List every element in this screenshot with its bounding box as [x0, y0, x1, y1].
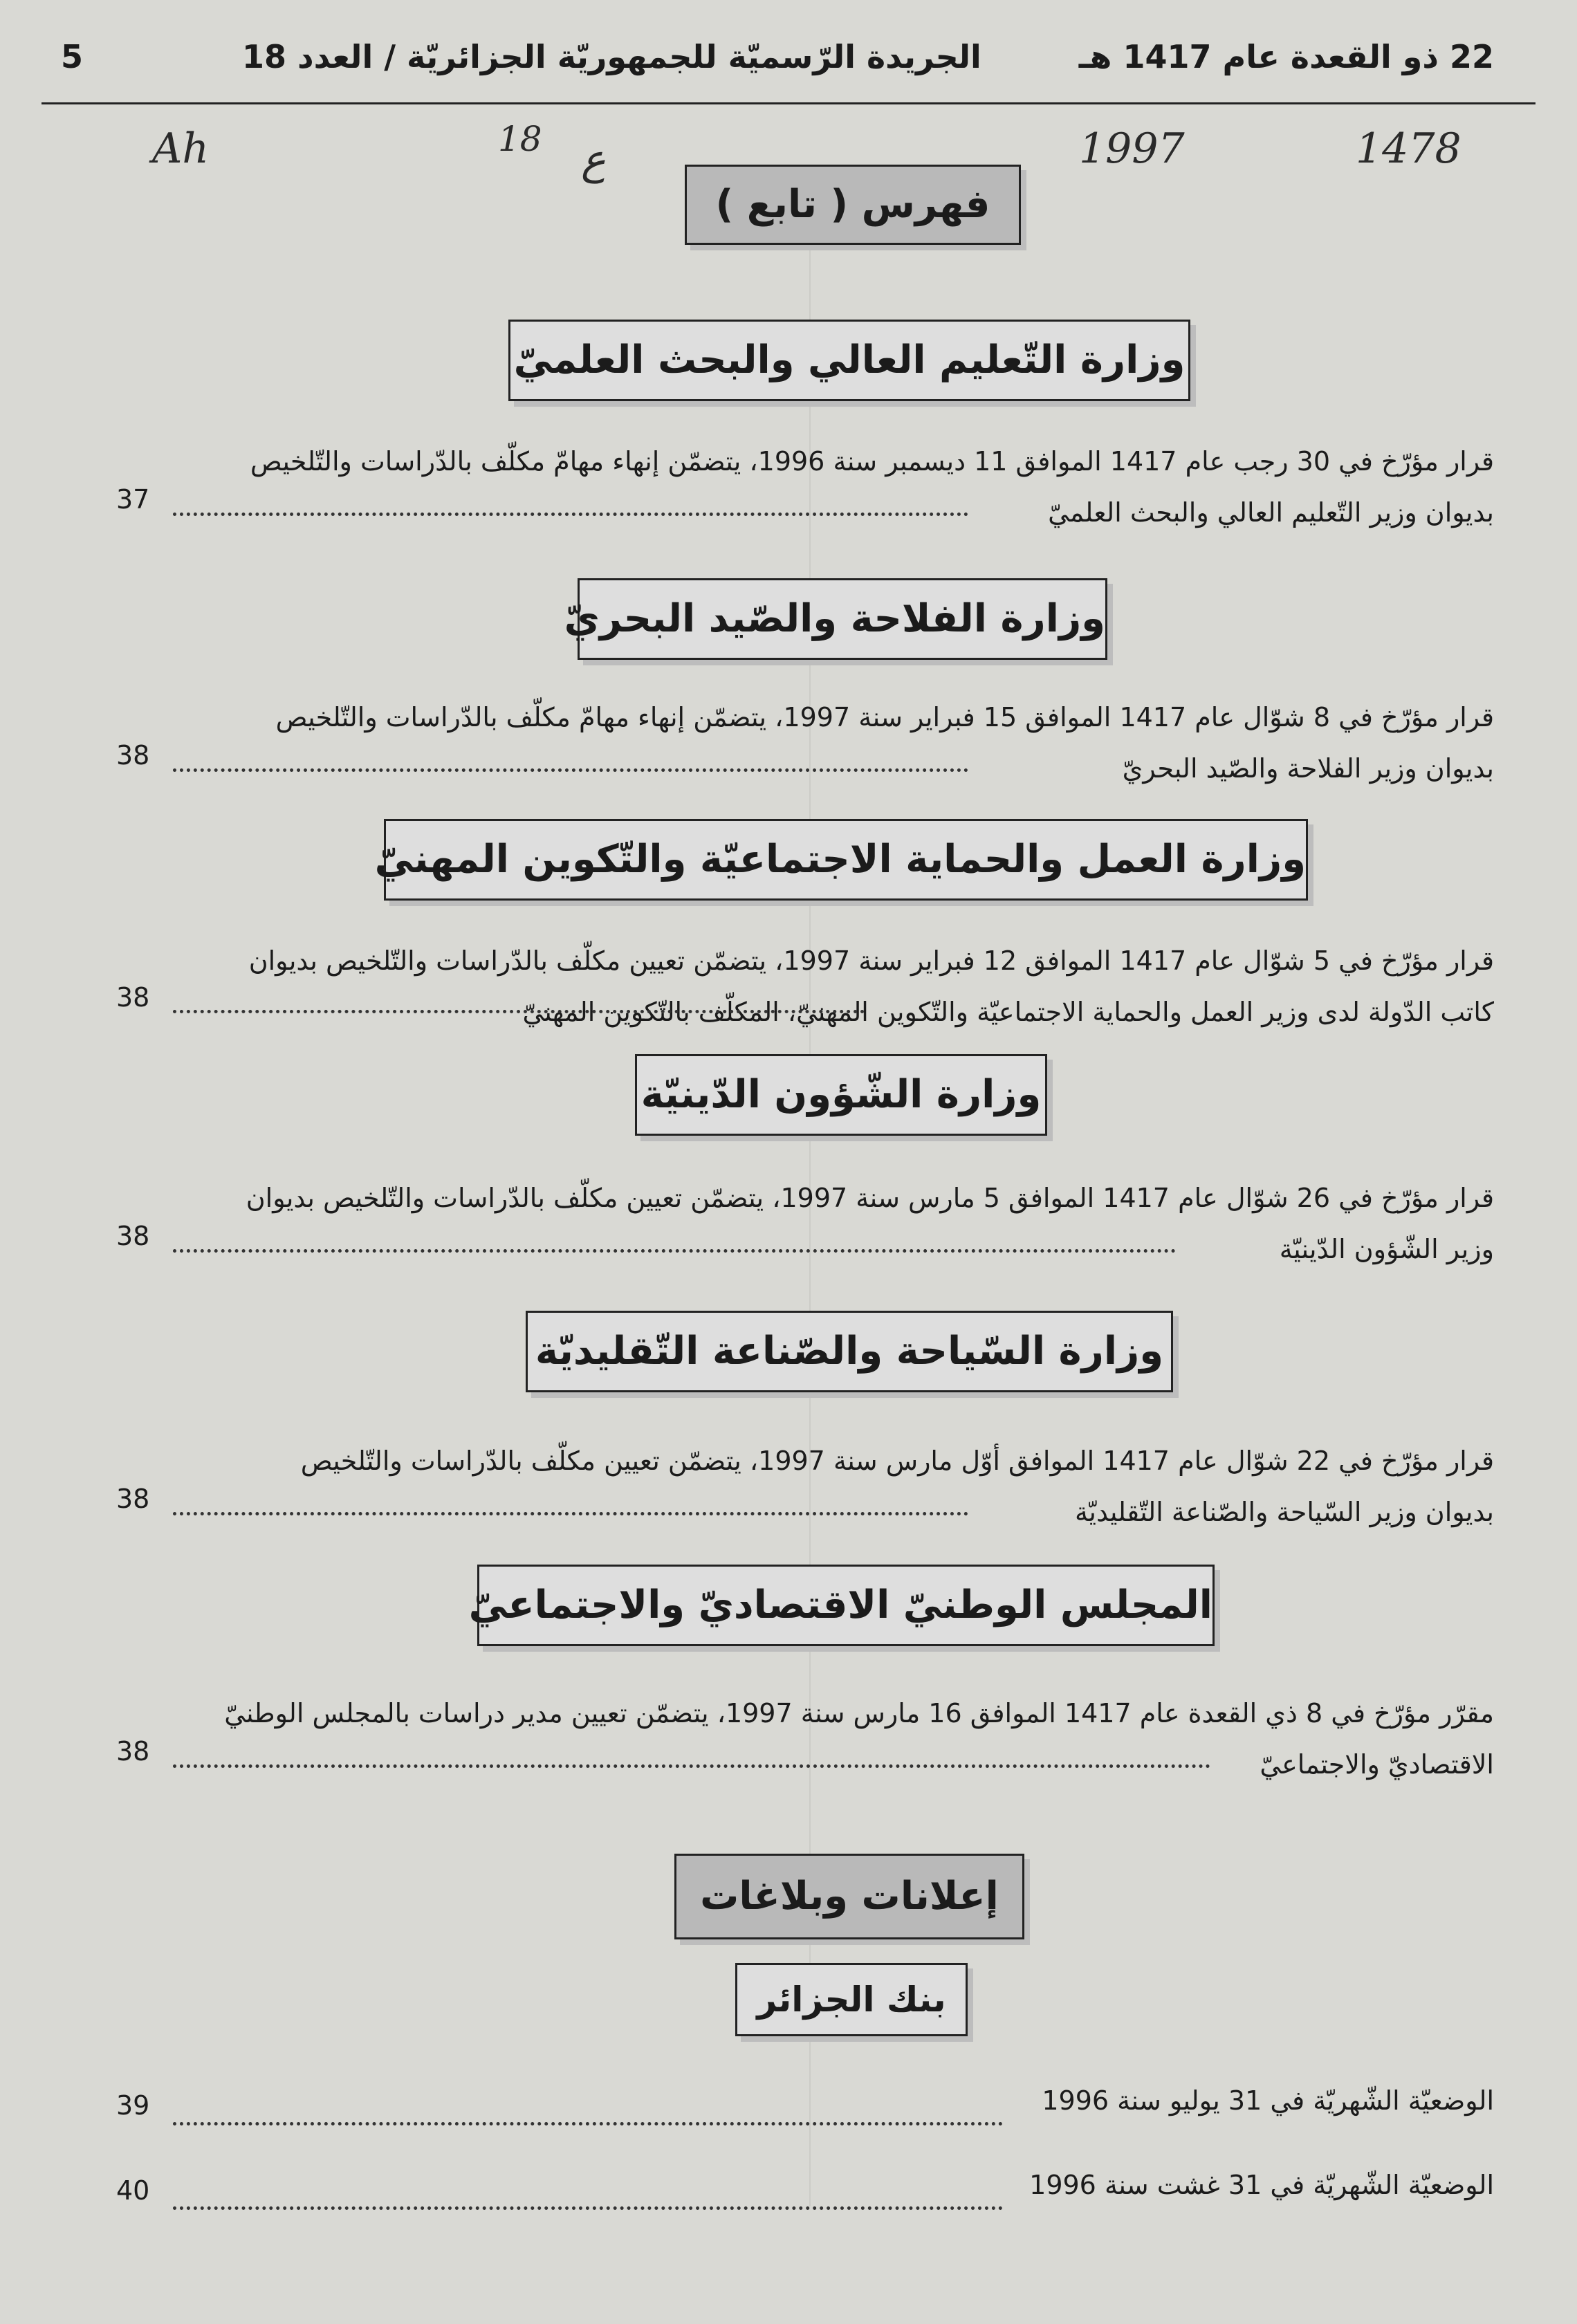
index-entry — [111, 1435, 1494, 1538]
section-heading-higher-education: وزارة التّعليم العالي والبحث العلميّ — [508, 320, 1190, 401]
entry-page-number: 38 — [116, 740, 150, 771]
entry-line-2: كاتب الدّولة لدى وزير العمل والحماية الاجتماعيّة والتّكوين المهنيّ، المكلّف بالتّكوين المهنيّ — [522, 997, 1494, 1027]
announcements-heading: إعلانات وبلاغات — [674, 1854, 1024, 1939]
entry-page-number: 38 — [116, 1221, 150, 1251]
page-number: 5 — [61, 38, 84, 75]
entry-page-number: 37 — [116, 484, 150, 515]
leader-dots — [173, 2122, 1003, 2125]
entry-line-1: قرار مؤرّخ في 30 رجب عام 1417 الموافق 11 ديسمبر سنة 1996، يتضمّن إنهاء مهامّ مكلّف بالدّراسات والتّلخيص — [250, 446, 1494, 477]
announcement-page-number: 40 — [116, 2175, 150, 2206]
leader-dots — [173, 1764, 1210, 1768]
handwritten-note-hijri-year: 1478 — [1356, 124, 1461, 173]
index-entry — [111, 1688, 1494, 1790]
entry-line-2: بديوان وزير السّياحة والصّناعة التّقليديّة — [1075, 1497, 1494, 1527]
section-heading-economic-social-council: المجلس الوطنيّ الاقتصاديّ والاجتماعيّ — [477, 1565, 1215, 1646]
leader-dots — [173, 1512, 968, 1515]
header-date: 22 ذو القعدة عام 1417 هـ — [1078, 38, 1494, 75]
header-rule — [42, 102, 1536, 104]
bank-of-algeria-heading: بنك الجزائر — [735, 1963, 968, 2036]
handwritten-note-issue: 18 — [498, 119, 542, 159]
handwritten-note-year: 1997 — [1079, 124, 1185, 173]
index-entry — [111, 692, 1494, 794]
leader-dots — [173, 768, 968, 772]
entry-line-1: قرار مؤرّخ في 22 شوّال عام 1417 الموافق أوّل مارس سنة 1997، يتضمّن تعيين مكلّف بالدّراسات والتّلخيص — [300, 1446, 1494, 1476]
index-entry — [111, 1172, 1494, 1275]
handwritten-note-initials: Ah — [152, 124, 209, 173]
entry-line-2: بديوان وزير التّعليم العالي والبحث العلميّ — [1048, 497, 1494, 528]
section-heading-labor-social-protection: وزارة العمل والحماية الاجتماعيّة والتّكوين المهنيّ — [384, 819, 1308, 901]
leader-dots — [173, 2206, 1003, 2210]
entry-line-1: قرار مؤرّخ في 26 شوّال عام 1417 الموافق 5 مارس سنة 1997، يتضمّن تعيين مكلّف بالدّراسات والتّلخيص بديوان — [246, 1183, 1494, 1213]
gazette-issue: الجريدة الرّسميّة للجمهوريّة الجزائريّة / العدد 18 — [242, 38, 981, 75]
index-entry — [111, 436, 1494, 538]
entry-line-2: الاقتصاديّ والاجتماعيّ — [1260, 1749, 1494, 1780]
entry-line-2: وزير الشّؤون الدّينيّة — [1279, 1234, 1494, 1264]
index-entry — [111, 935, 1494, 1038]
announcement-page-number: 39 — [116, 2090, 150, 2121]
section-heading-tourism-crafts: وزارة السّياحة والصّناعة التّقليديّة — [526, 1311, 1173, 1392]
announcement-text: الوضعيّة الشّهريّة في 31 يوليو سنة 1996 — [1042, 2085, 1494, 2116]
entry-line-1: قرار مؤرّخ في 5 شوّال عام 1417 الموافق 12 فبراير سنة 1997، يتضمّن تعيين مكلّف بالدّراسات والتّلخيص بديوان — [248, 946, 1494, 976]
index-title: فهرس ( تابع ) — [685, 165, 1021, 245]
announcement-text: الوضعيّة الشّهريّة في 31 غشت سنة 1996 — [1029, 2170, 1494, 2200]
announcement-entry — [111, 2159, 1494, 2211]
section-heading-agriculture-fisheries: وزارة الفلاحة والصّيد البحريّ — [578, 578, 1107, 660]
entry-line-1: قرار مؤرّخ في 8 شوّال عام 1417 الموافق 15 فبراير سنة 1997، يتضمّن إنهاء مهامّ مكلّف بالدّراسات والتّلخيص — [275, 702, 1494, 732]
leader-dots — [173, 1249, 1176, 1253]
leader-dots — [173, 1010, 865, 1013]
entry-page-number: 38 — [116, 1484, 150, 1514]
entry-page-number: 38 — [116, 1736, 150, 1767]
entry-page-number: 38 — [116, 982, 150, 1013]
entry-line-2: بديوان وزير الفلاحة والصّيد البحريّ — [1122, 753, 1494, 784]
section-heading-religious-affairs: وزارة الشّؤون الدّينيّة — [635, 1054, 1047, 1136]
announcement-entry — [111, 2075, 1494, 2126]
entry-line-1: مقرّر مؤرّخ في 8 ذي القعدة عام 1417 الموافق 16 مارس سنة 1997، يتضمّن تعيين مدير دراسات بالمجلس الوطنيّ — [224, 1698, 1494, 1728]
leader-dots — [173, 513, 968, 516]
handwritten-note-letter: ع — [581, 136, 606, 184]
